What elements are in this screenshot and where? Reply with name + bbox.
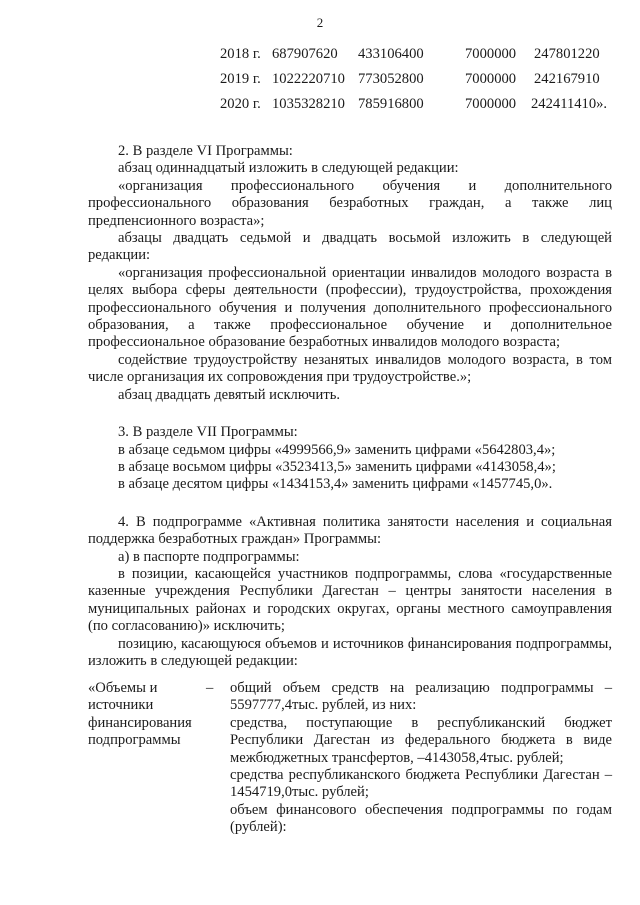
passport-item: объем финансового обеспечения подпрограммы по годам (рублей): <box>230 801 612 836</box>
finance-value-2: 7000000 <box>465 71 517 87</box>
paragraph: «организация профессионального обучения и дополнительного профессионального образования безработных граждан, а также лиц предпенсионного возраста»; <box>88 177 612 229</box>
section-heading: 4. В подпрограмме «Активная политика занятости населения и социальная поддержка безработных граждан» Программы: <box>88 513 612 548</box>
passport-label-line: подпрограммы <box>88 732 181 749</box>
paragraph: позицию, касающуюся объемов и источников финансирования подпрограммы, изложить в следующей редакции: <box>88 635 612 669</box>
finance-year: 2020 г. <box>220 96 261 112</box>
paragraph: абзац двадцать девятый исключить. <box>118 386 341 403</box>
passport-item: средства, поступающие в республиканский бюджет Республики Дагестан из федерального бюджета в виде межбюджетных трансфертов, –4143058,4тыс. рублей; <box>230 714 612 766</box>
section-heading: 2. В разделе VI Программы: <box>118 143 293 159</box>
passport-label-line: «Объемы и <box>88 680 158 696</box>
paragraph: в позиции, касающейся участников подпрограммы, слова «государственные казенные учреждения Республики Дагестан – центры занятости населения в муниципальных районах и городских округах, органы местного самоуправления (по согласованию)» исключить; <box>88 565 612 635</box>
spacer <box>88 494 612 514</box>
page-number: 2 <box>316 15 324 30</box>
spacer <box>88 404 612 424</box>
paragraph: абзацы двадцать седьмой и двадцать восьмой изложить в следующей редакции: <box>88 230 612 264</box>
document-body <box>88 143 612 670</box>
paragraph: «организация профессиональной ориентации инвалидов молодого возраста в целях выбора сферы деятельности (профессии), трудоустройства, прохождения профессионального обучения и получения дополнительного профессионального образования, а также профессиональное обучение и дополнительное профессиональное образование безработных инвалидов молодого возраста; <box>88 264 612 351</box>
finance-total: 1035328210 <box>272 96 345 112</box>
paragraph: абзац одиннадцатый изложить в следующей редакции: <box>118 160 459 177</box>
passport-label-line: источники <box>88 697 154 714</box>
passport-item: общий объем средств на реализацию подпрограммы – 5597777,4тыс. рублей, из них: <box>230 680 612 714</box>
finance-year: 2018 г. <box>220 46 261 62</box>
section-heading: 3. В разделе VII Программы: <box>118 424 298 441</box>
finance-year: 2019 г. <box>220 71 261 87</box>
finance-value-1: 785916800 <box>358 96 424 112</box>
finance-value-2: 7000000 <box>465 46 517 62</box>
finance-value-1: 433106400 <box>358 46 424 62</box>
passport-dash: – <box>206 680 214 696</box>
finance-total: 687907620 <box>272 46 338 62</box>
finance-total: 1022220710 <box>272 71 345 87</box>
finance-value-3: 247801220 <box>534 46 600 62</box>
finance-value-2: 7000000 <box>465 96 517 112</box>
paragraph: в абзаце десятом цифры «1434153,4» заменить цифрами «1457745,0». <box>118 476 553 493</box>
finance-value-3: 242167910 <box>534 71 600 87</box>
passport-label <box>88 680 206 750</box>
passport-label-line: финансирования <box>88 714 192 731</box>
paragraph: в абзаце восьмом цифры «3523413,5» заменить цифрами «4143058,4»; <box>118 458 556 475</box>
finance-value-3: 242411410». <box>531 96 608 112</box>
passport-content <box>230 680 612 837</box>
paragraph: а) в паспорте подпрограммы: <box>118 548 300 565</box>
paragraph: содействие трудоустройству незанятых инвалидов молодого возраста, в том числе организация их сопровождения при трудоустройстве.»; <box>88 351 612 386</box>
paragraph: в абзаце седьмом цифры «4999566,9» заменить цифрами «5642803,4»; <box>118 441 556 458</box>
passport-item: средства республиканского бюджета Республики Дагестан –1454719,0тыс. рублей; <box>230 767 612 801</box>
finance-value-1: 773052800 <box>358 71 424 87</box>
